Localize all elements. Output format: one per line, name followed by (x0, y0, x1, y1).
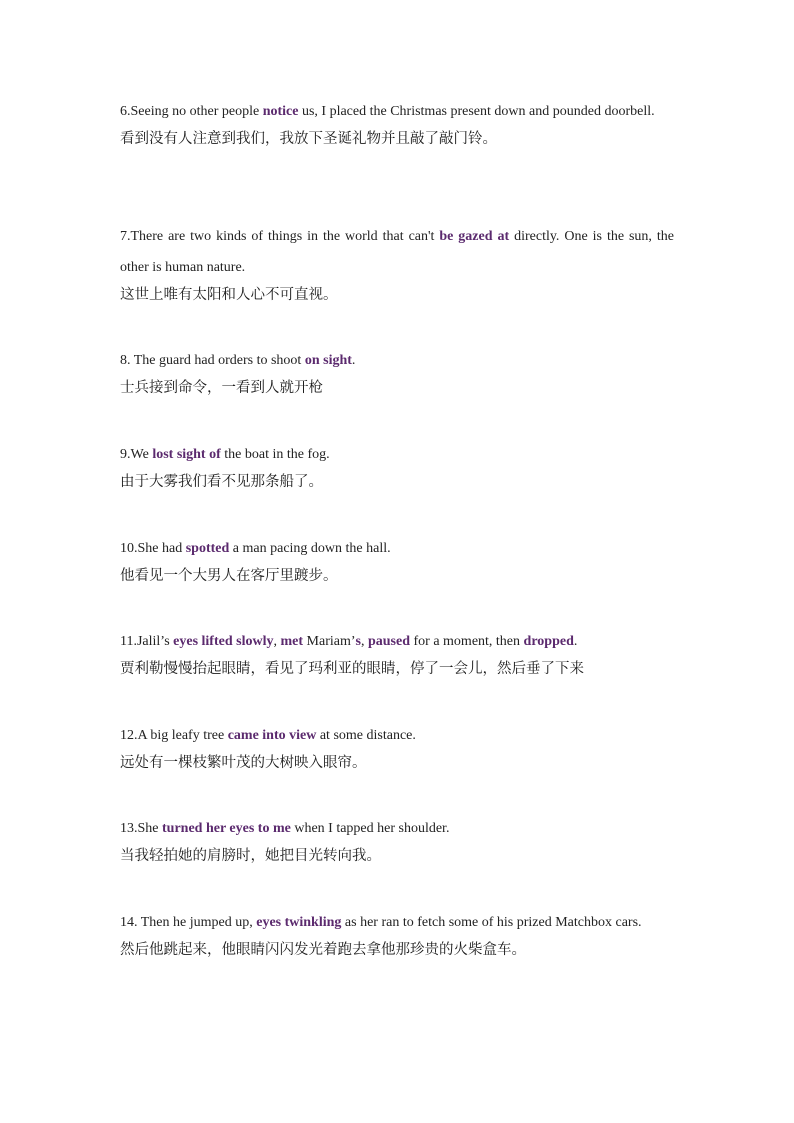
sentence-text: . (573, 634, 578, 649)
key-phrase: be gazed at (439, 229, 510, 244)
sentence-text: as her ran to fetch some of his prized Matchbox cars. (341, 915, 642, 930)
chinese-translation: 当我轻拍她的肩膀时，她把目光转向我。 (120, 848, 381, 864)
chinese-translation: 贾利勒慢慢抬起眼睛，看见了玛利亚的眼睛，停了一会儿，然后垂了下来 (120, 661, 584, 677)
english-sentence (120, 907, 674, 938)
key-phrase: notice (262, 104, 299, 119)
english-sentence (120, 720, 674, 751)
sentence-entry-10 (120, 533, 674, 588)
key-phrase: came into view (227, 728, 317, 743)
key-phrase: s (355, 634, 361, 649)
sentence-text: 7.There are two kinds of things in the world that can't (120, 229, 440, 244)
sentence-text: 6.Seeing no other people (120, 104, 263, 119)
key-phrase: eyes lifted slowly (173, 634, 274, 649)
sentence-text: 10.She had (120, 541, 186, 556)
sentence-text: at some distance. (316, 728, 416, 743)
sentence-text: for a moment, then (410, 634, 524, 649)
sentence-text: , (273, 634, 281, 649)
english-sentence (120, 96, 674, 127)
english-sentence (120, 533, 674, 564)
chinese-translation: 然后他跳起来，他眼睛闪闪发光着跑去拿他那珍贵的火柴盒车。 (120, 942, 526, 958)
sentence-text: 8. The guard had orders to shoot (120, 353, 305, 368)
chinese-translation: 他看见一个大男人在客厅里踱步。 (120, 568, 338, 584)
sentence-text: when I tapped her shoulder. (290, 821, 450, 836)
key-phrase: dropped (523, 634, 574, 649)
sentence-entry-9 (120, 439, 674, 494)
chinese-translation: 这世上唯有太阳和人心不可直视。 (120, 287, 338, 303)
sentence-entry-8 (120, 345, 674, 400)
key-phrase: paused (367, 634, 410, 649)
chinese-translation: 看到没有人注意到我们，我放下圣诞礼物并且敲了敲门铃。 (120, 131, 497, 147)
key-phrase: eyes twinkling (256, 915, 342, 930)
key-phrase: lost sight of (152, 447, 221, 462)
key-phrase: spotted (185, 541, 230, 556)
sentence-text: directly. One is the sun, the other is human nature. (120, 229, 674, 275)
sentence-entry-6 (120, 96, 674, 151)
sentence-text: 12.A big leafy tree (120, 728, 228, 743)
english-sentence (120, 221, 674, 283)
sentence-text: , (360, 634, 368, 649)
english-sentence (120, 439, 674, 470)
sentence-text: . (351, 353, 356, 368)
sentence-text: Mariam’ (303, 634, 356, 649)
sentence-text: 13.She (120, 821, 162, 836)
sentence-text: 11.Jalil’s (120, 634, 174, 649)
sentence-entry-13 (120, 813, 674, 868)
english-sentence (120, 345, 674, 376)
sentence-text: us, I placed the Christmas present down and pounded doorbell. (298, 104, 655, 119)
key-phrase: met (280, 634, 304, 649)
sentence-entry-11 (120, 626, 674, 681)
sentence-text: a man pacing down the hall. (229, 541, 391, 556)
sentence-entry-14 (120, 907, 674, 962)
english-sentence (120, 626, 674, 657)
sentence-entry-7 (120, 221, 674, 307)
english-sentence (120, 813, 674, 844)
chinese-translation: 士兵接到命令，一看到人就开枪 (120, 380, 323, 396)
sentence-entry-12 (120, 720, 674, 775)
chinese-translation: 远处有一棵枝繁叶茂的大树映入眼帘。 (120, 755, 367, 771)
key-phrase: turned her eyes to me (162, 821, 291, 836)
sentence-text: the boat in the fog. (220, 447, 330, 462)
sentence-text: 14. Then he jumped up, (120, 915, 257, 930)
chinese-translation: 由于大雾我们看不见那条船了。 (120, 474, 323, 490)
key-phrase: on sight (304, 353, 352, 368)
sentence-text: 9.We (120, 447, 153, 462)
